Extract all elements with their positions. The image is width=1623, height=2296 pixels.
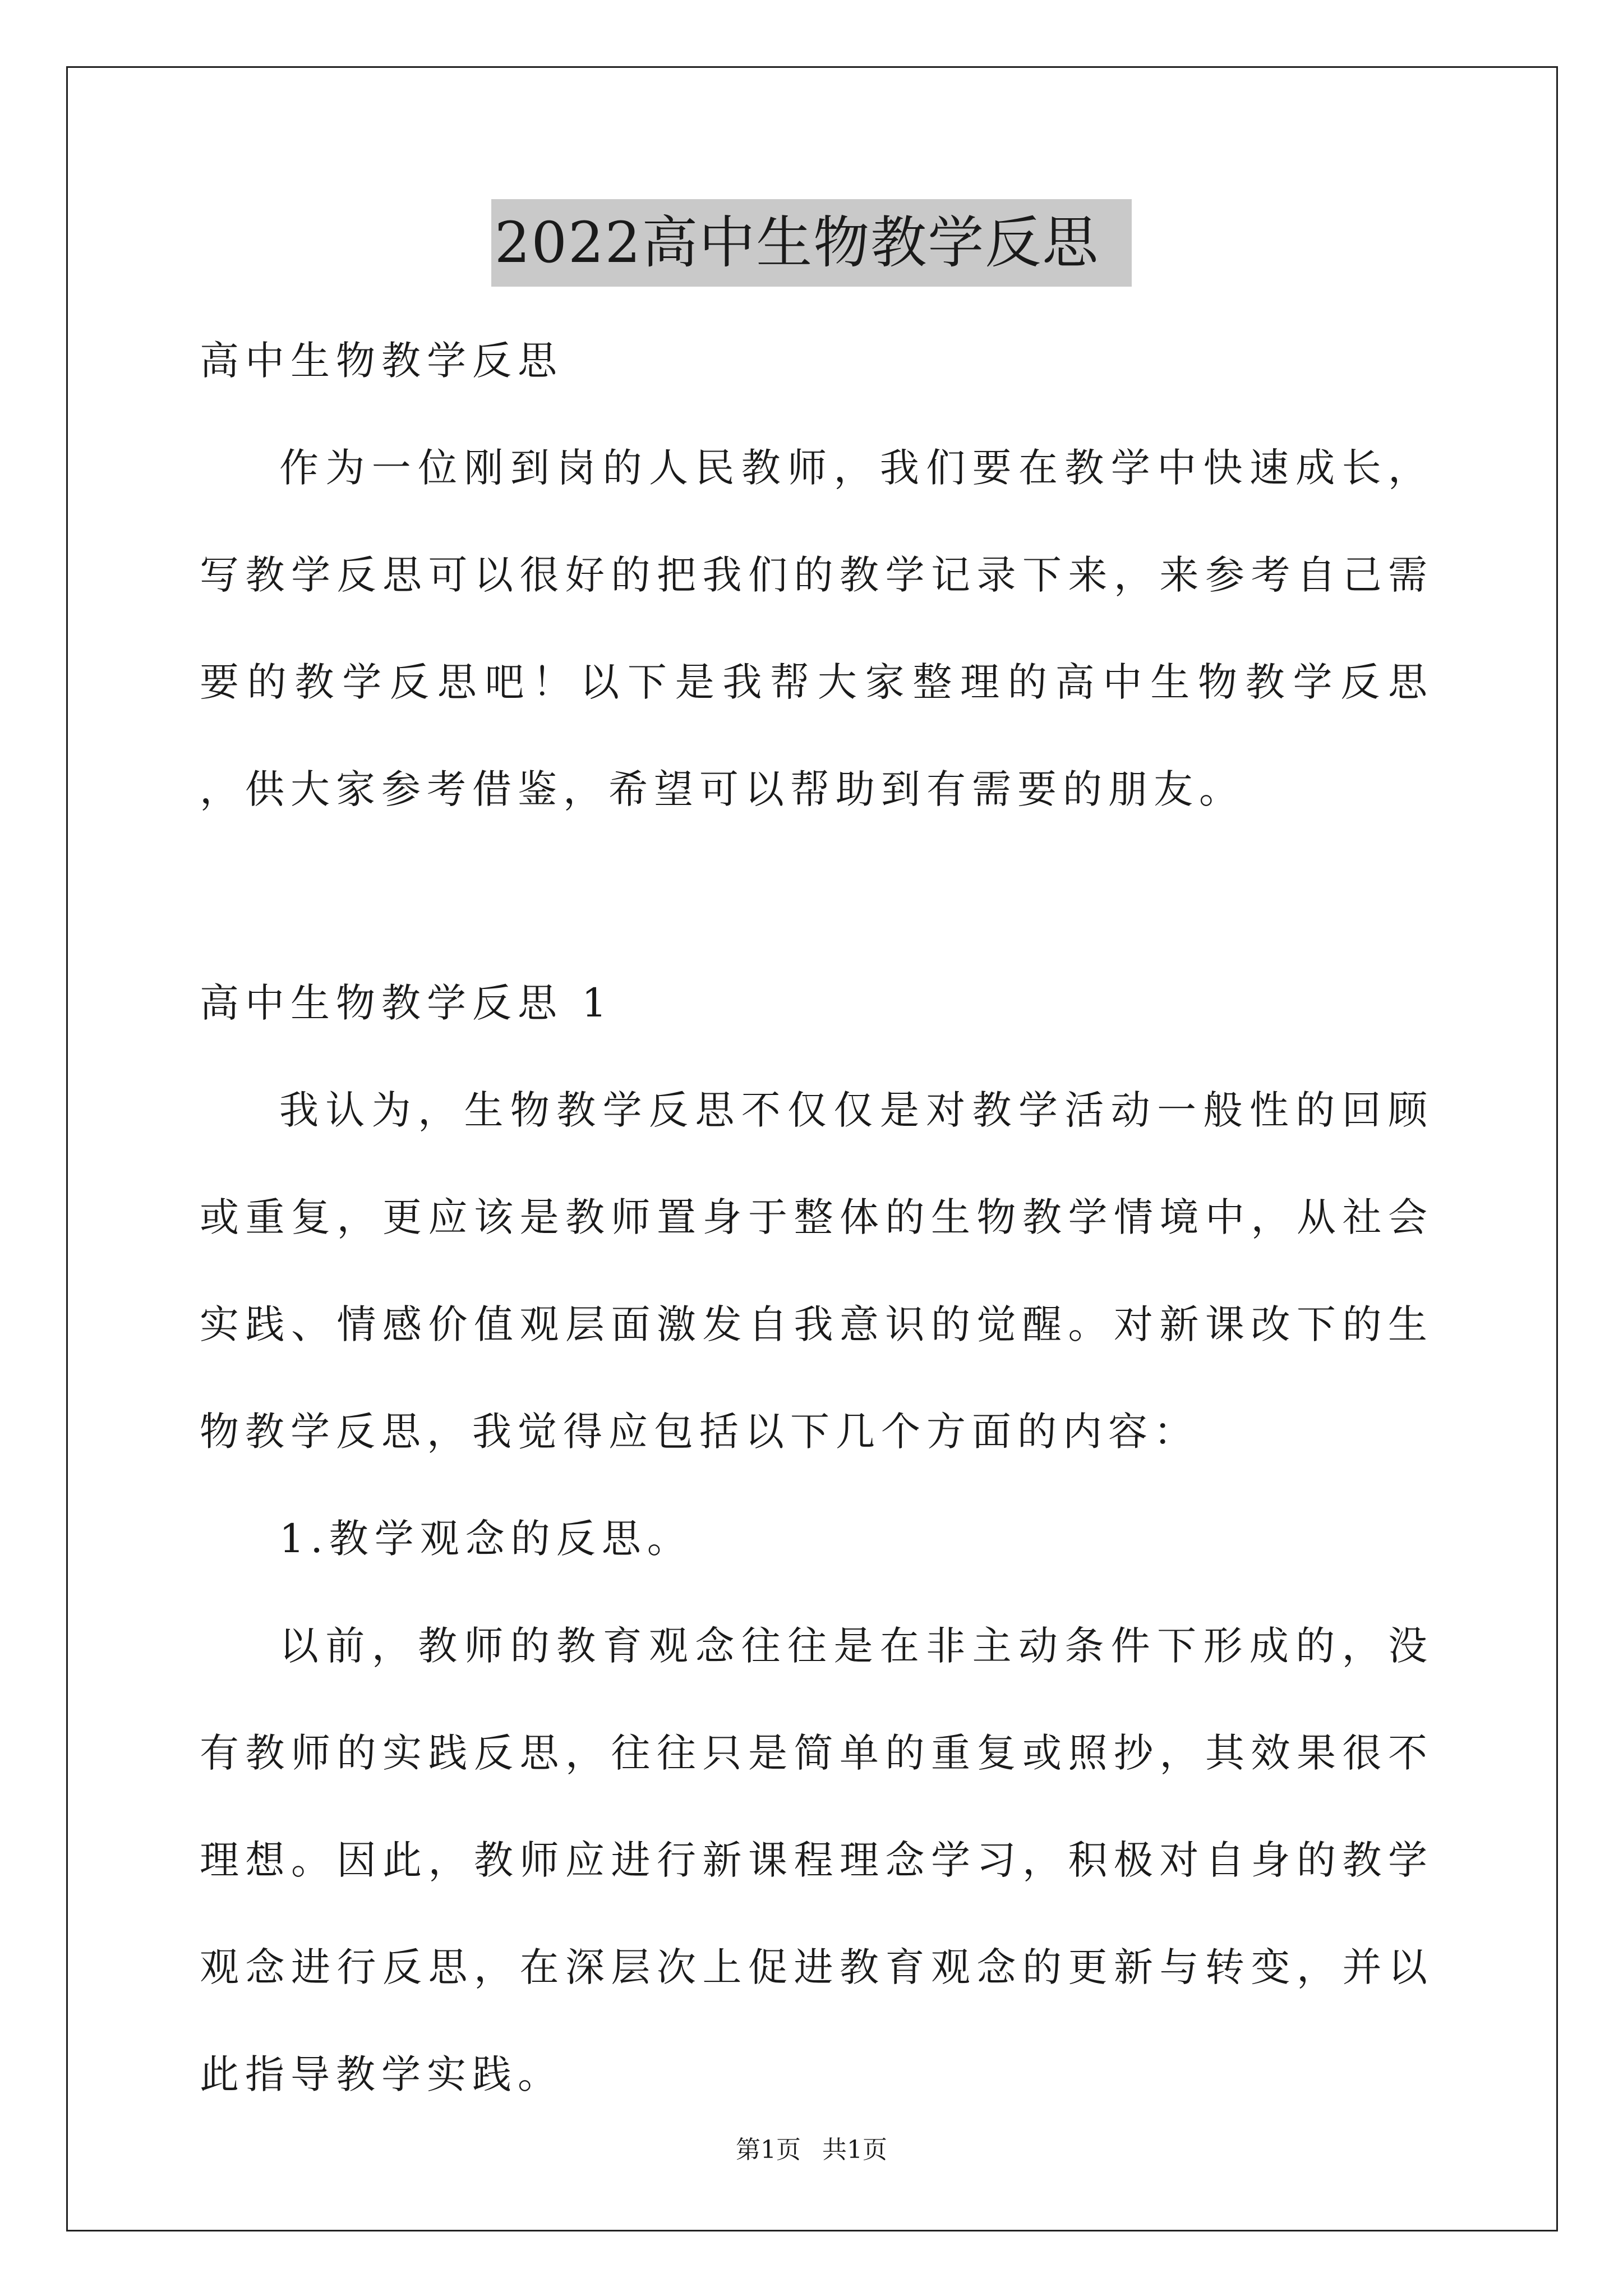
list-item-1: 1.教学观念的反思。 (279, 1516, 693, 1562)
page-total: 共1页 (822, 2136, 887, 2164)
intro-paragraph: 作为一位刚到岗的人民教师，我们要在教学中快速成长，写教学反思可以很好的把我们的教学记录下来，来参考自己需要的教学反思吧！以下是我帮大家整理的高中生物教学反思 ，供大家参考借鉴，希望可以帮助到有需要的朋友。 (200, 445, 1433, 812)
body-paragraph-1: 我认为，生物教学反思不仅仅是对教学活动一般性的回顾或重复，更应该是教师置身于整体的生物教学情境中，从社会实践、情感价值观层面激发自我意识的觉醒。对新课改下的生物教学反思，我觉得应包括以下几个方面的内容： (200, 1087, 1433, 1455)
section-spacer (200, 843, 1433, 950)
document-body (200, 307, 1433, 2128)
page-number: 第1页 (736, 2136, 801, 2164)
page-footer (0, 2134, 1623, 2166)
document-heading: 高中生物教学反思 (200, 338, 563, 384)
section-heading: 高中生物教学反思 1 (200, 980, 613, 1026)
body-paragraph-2: 以前，教师的教育观念往往是在非主动条件下形成的，没有教师的实践反思，往往只是简单的重复或照抄，其效果很不理想。因此，教师应进行新课程理念学习，积极对自身的教学观念进行反思，在深层次上促进教育观念的更新与转变，并以此指导教学实践。 (200, 1623, 1433, 2097)
title-container (0, 199, 1623, 287)
document-title: 2022高中生物教学反思 (491, 199, 1132, 287)
